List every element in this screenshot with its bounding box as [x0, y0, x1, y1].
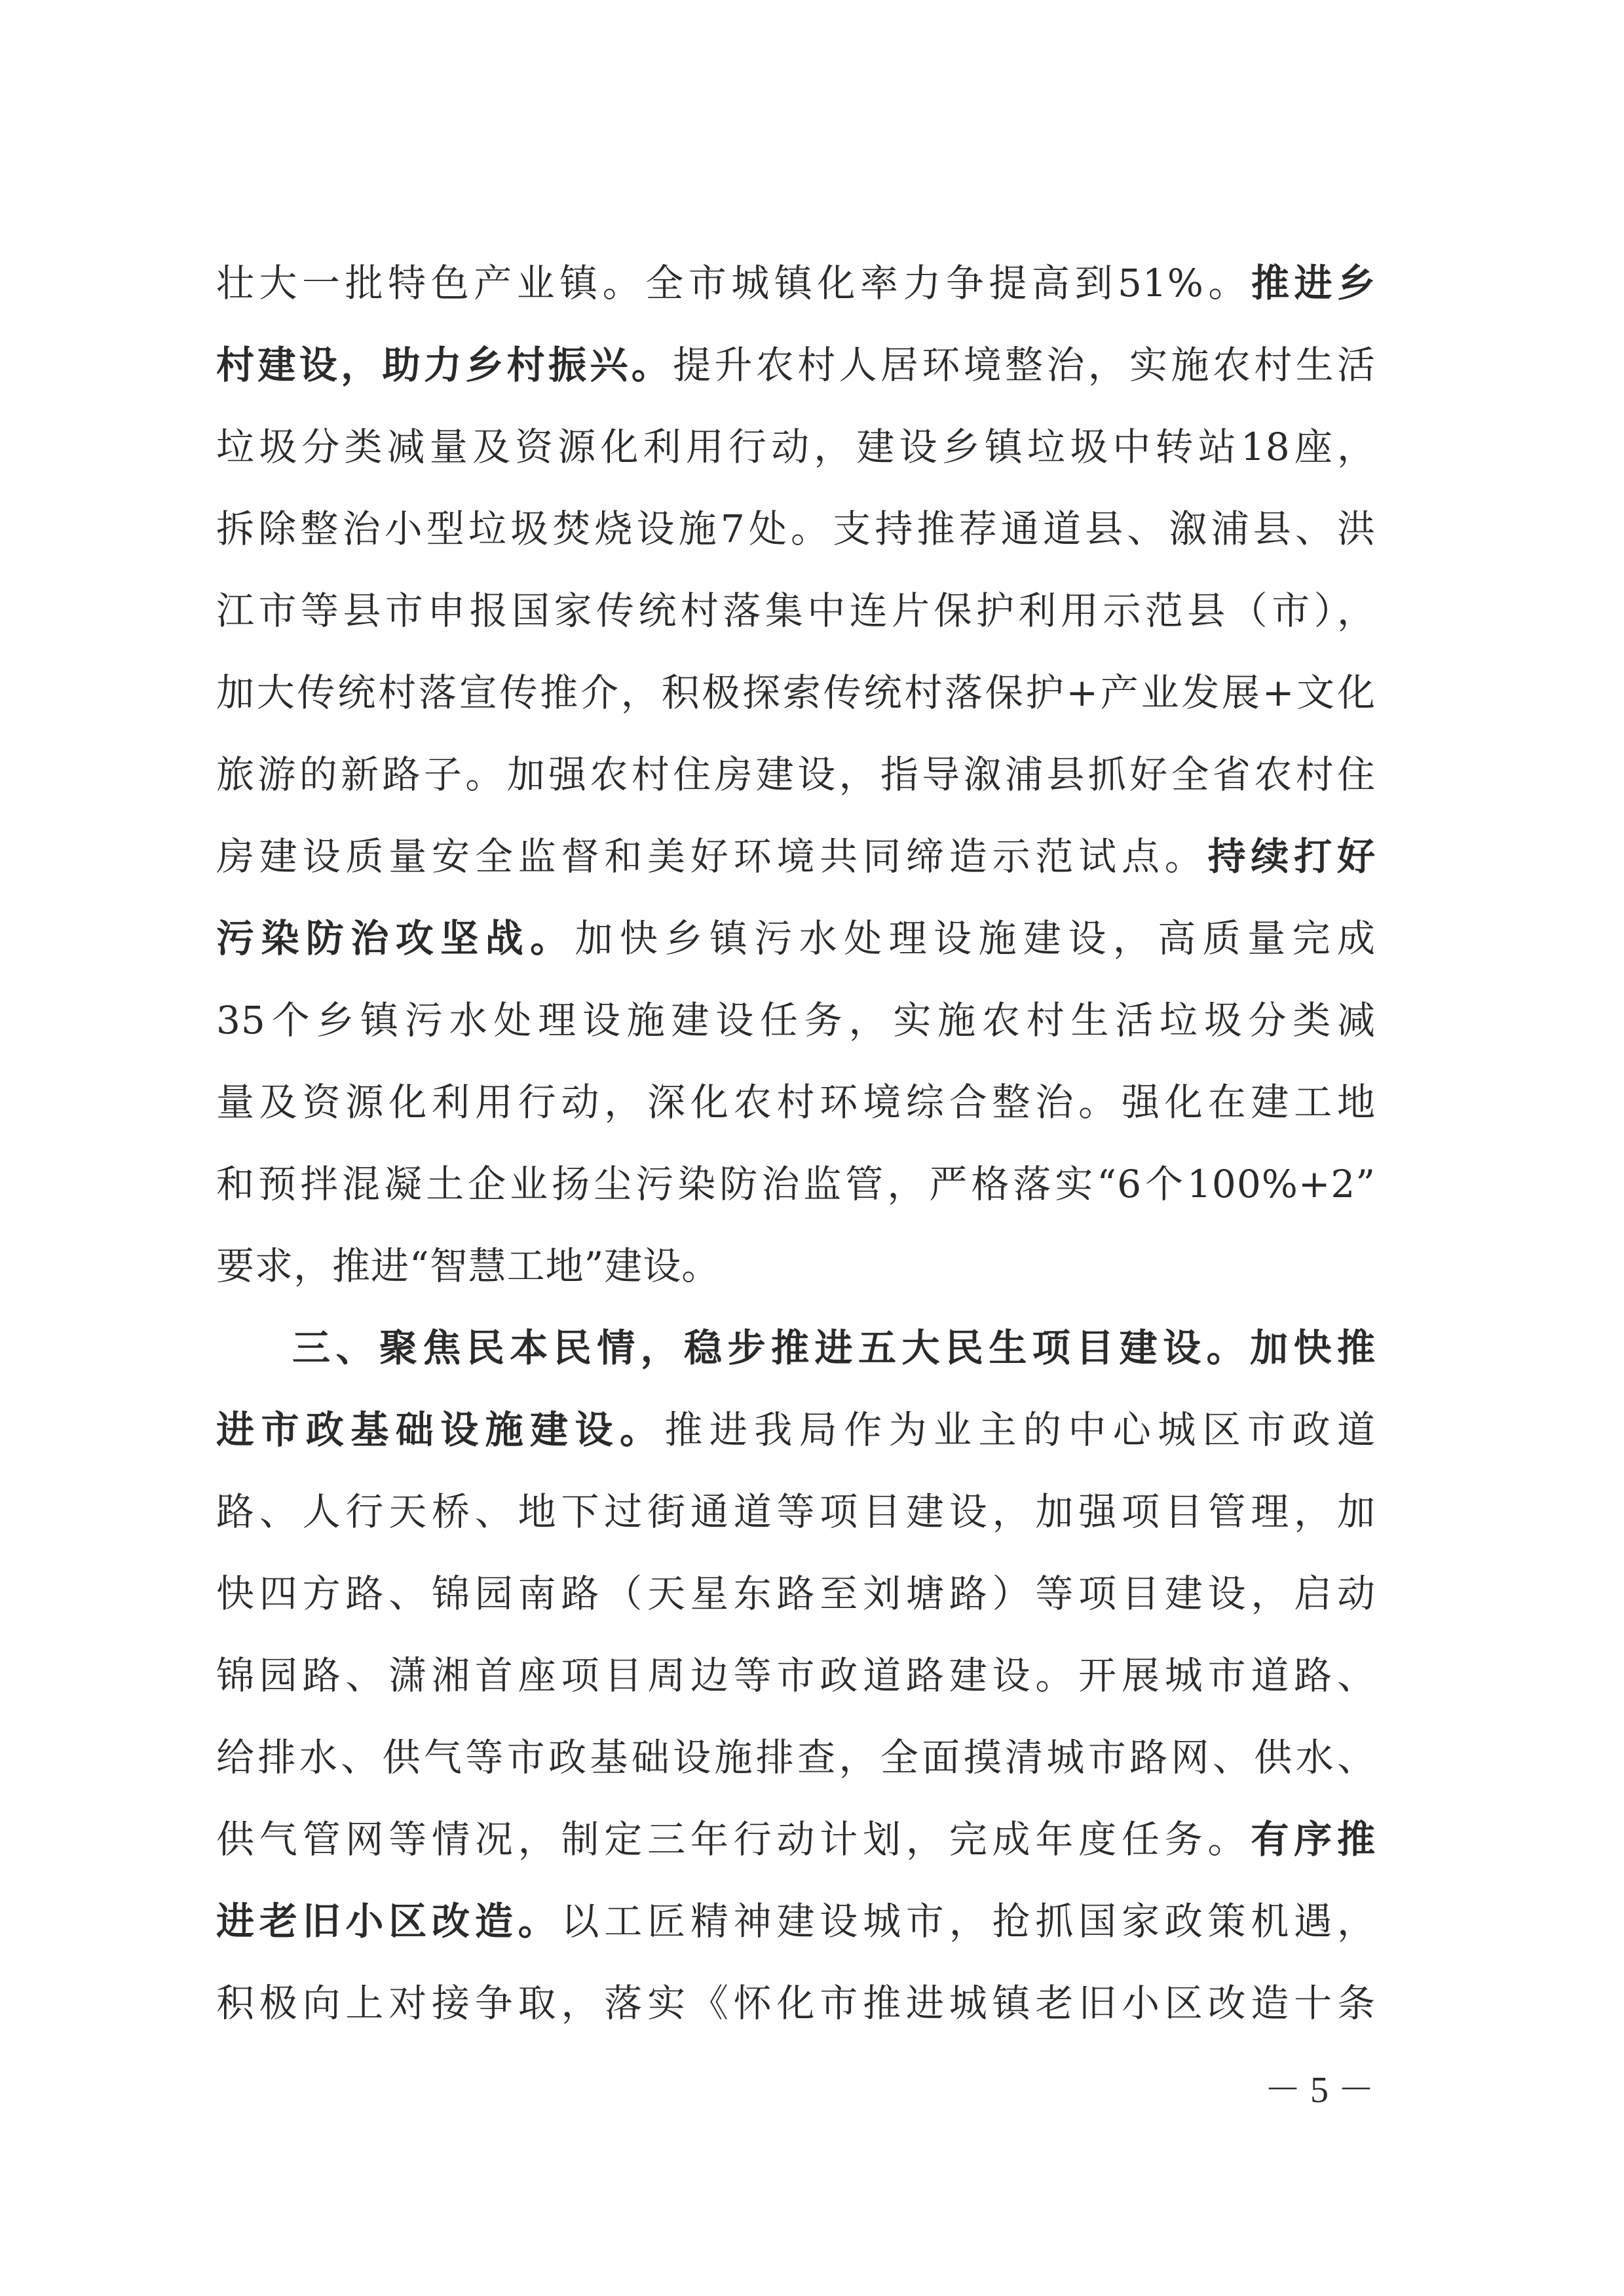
- bold-heading-segment: 污染防治攻坚战。: [216, 916, 575, 961]
- text-line: [216, 1962, 1376, 2044]
- bold-heading-segment: 进老旧小区改造。: [216, 1899, 561, 1943]
- text-line: [216, 1881, 1376, 1962]
- text-segment: 锦园路、潇湘首座项目周边等市政道路建设。开展城市道路、: [216, 1653, 1376, 1698]
- text-segment: 提升农村人居环境整治，实施农村生活: [673, 343, 1376, 387]
- text-line: [216, 1635, 1376, 1717]
- text-line: [216, 1717, 1376, 1799]
- text-line: [216, 1799, 1376, 1881]
- text-line: [216, 1307, 1376, 1389]
- text-segment: 量及资源化利用行动，深化农村环境综合整治。强化在建工地: [216, 1080, 1376, 1124]
- bold-heading-segment: 推进乡: [1251, 261, 1376, 305]
- text-line: [216, 570, 1376, 652]
- text-segment: 垃圾分类减量及资源化利用行动，建设乡镇垃圾中转站18座，: [216, 425, 1376, 469]
- text-line: [216, 652, 1376, 734]
- bold-heading-segment: 加快推: [1250, 1326, 1376, 1370]
- bold-heading-segment: 三、聚焦民本民情，稳步推进五大民生项目建设。: [292, 1326, 1251, 1370]
- text-segment: 推进我局作为业主的中心城区市政道: [664, 1407, 1376, 1452]
- text-segment: 积极向上对接争取，落实《怀化市推进城镇老旧小区改造十条: [216, 1981, 1376, 2025]
- text-line: [216, 406, 1376, 488]
- text-segment: 路、人行天桥、地下过街通道等项目建设，加强项目管理，加: [216, 1489, 1376, 1534]
- body-text: [216, 242, 1376, 2044]
- bold-heading-segment: 有序推: [1251, 1817, 1376, 1862]
- text-segment: 和预拌混凝土企业扬尘污染防治监管，严格落实“6个100%+2”: [216, 1162, 1376, 1206]
- bold-heading-segment: 进市政基础设施建设。: [216, 1407, 665, 1452]
- text-line: [216, 1471, 1376, 1553]
- text-line: [216, 1143, 1376, 1225]
- text-line: [216, 1225, 1376, 1307]
- text-line: [216, 898, 1376, 980]
- text-line: [216, 980, 1376, 1062]
- text-line: [216, 1062, 1376, 1143]
- text-line: [216, 1389, 1376, 1471]
- text-segment: 给排水、供气等市政基础设施排查，全面摸清城市路网、供水、: [216, 1735, 1376, 1780]
- text-segment: 35个乡镇污水处理设施建设任务，实施农村生活垃圾分类减: [216, 998, 1376, 1043]
- text-segment: 旅游的新路子。加强农村住房建设，指导溆浦县抓好全省农村住: [216, 752, 1376, 797]
- text-segment: 江市等县市申报国家传统村落集中连片保护利用示范县（市），: [216, 588, 1376, 633]
- text-segment: 加大传统村落宣传推介，积极探索传统村落保护+产业发展+文化: [216, 670, 1376, 715]
- text-segment: 壮大一批特色产业镇。全市城镇化率力争提高到51%。: [216, 261, 1251, 305]
- text-segment: 以工匠精神建设城市，抢抓国家政策机遇，: [561, 1899, 1376, 1943]
- text-line: [216, 488, 1376, 570]
- text-line: [216, 324, 1376, 406]
- text-segment: 快四方路、锦园南路（天星东路至刘塘路）等项目建设，启动: [216, 1571, 1376, 1616]
- text-segment: 拆除整治小型垃圾焚烧设施7处。支持推荐通道县、溆浦县、洪: [216, 507, 1376, 551]
- text-line: [216, 242, 1376, 324]
- text-segment: 加快乡镇污水处理设施建设，高质量完成: [575, 916, 1376, 961]
- text-segment: 房建设质量安全监督和美好环境共同缔造示范试点。: [216, 834, 1208, 879]
- text-line: [216, 734, 1376, 816]
- text-segment: 供气管网等情况，制定三年行动计划，完成年度任务。: [216, 1817, 1251, 1862]
- text-segment: 要求，推进“智慧工地”建设。: [216, 1244, 721, 1288]
- text-line: [216, 816, 1376, 898]
- page-number: － 5 －: [1264, 2070, 1374, 2111]
- text-line: [216, 1553, 1376, 1635]
- bold-heading-segment: 持续打好: [1207, 834, 1376, 879]
- bold-heading-segment: 村建设，助力乡村振兴。: [216, 343, 673, 387]
